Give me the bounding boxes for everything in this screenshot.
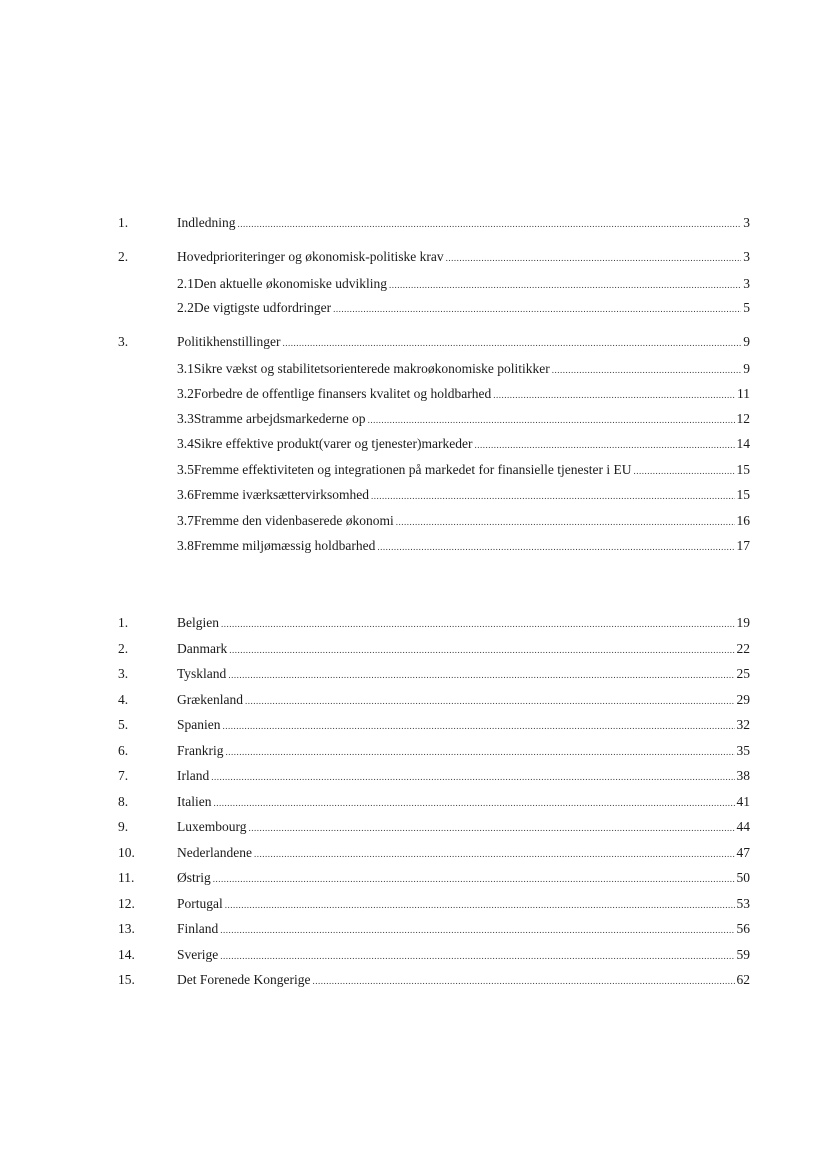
toc-page: 3 (743, 215, 750, 230)
toc-number: 12. (118, 896, 135, 911)
toc-label: Stramme arbejdsmarkederne op (193, 411, 366, 426)
toc-entry[interactable] (0, 333, 826, 351)
toc-number: 11. (118, 870, 135, 885)
dot-leader (368, 411, 735, 429)
toc-page: 47 (736, 845, 750, 860)
toc-page: 35 (736, 743, 750, 758)
dot-leader (312, 972, 734, 990)
dot-leader (475, 436, 735, 454)
toc-entry[interactable] (0, 920, 826, 938)
toc-number: 5. (118, 717, 129, 732)
dot-leader (213, 794, 734, 812)
dot-leader (396, 513, 735, 531)
toc-page: 22 (736, 641, 750, 656)
dot-leader (633, 462, 734, 480)
toc-label: Indledning (177, 215, 236, 230)
toc-label: Forbedre de offentlige finansers kvalitet og holdbarhed (193, 386, 492, 401)
toc-subnumber: 3.8 (177, 538, 194, 553)
toc-subnumber: 3.4 (177, 436, 194, 451)
dot-leader (225, 896, 735, 914)
toc-label: Politikhenstillinger (177, 334, 281, 349)
toc-label: Luxembourg (177, 819, 247, 834)
toc-page: 9 (743, 361, 750, 376)
toc-page: 16 (736, 513, 750, 528)
toc-label: Danmark (177, 641, 228, 656)
dot-leader (245, 692, 735, 710)
toc-subnumber: 2.2 (177, 300, 194, 315)
toc-label: Østrig (177, 870, 211, 885)
toc-page: 3 (743, 276, 750, 291)
toc-page: 12 (736, 411, 750, 426)
toc-label: De vigtigste udfordringer (193, 300, 332, 315)
toc-entry[interactable] (0, 767, 826, 785)
dot-leader (228, 666, 734, 684)
toc-entry[interactable] (0, 691, 826, 709)
toc-page: 44 (736, 819, 750, 834)
toc-entry[interactable] (0, 895, 826, 913)
dot-leader (389, 276, 741, 294)
toc-subentry[interactable] (0, 461, 826, 479)
dot-leader (211, 768, 734, 786)
toc-entry[interactable] (0, 844, 826, 862)
toc-entry[interactable] (0, 793, 826, 811)
dot-leader (283, 334, 742, 352)
toc-subnumber: 3.5 (177, 462, 194, 477)
toc-label: Finland (177, 921, 219, 936)
toc-subentry[interactable] (0, 512, 826, 530)
toc-number: 6. (118, 743, 129, 758)
toc-number: 14. (118, 947, 135, 962)
toc-number: 3. (118, 666, 129, 681)
dot-leader (333, 300, 741, 318)
toc-entry[interactable] (0, 640, 826, 658)
toc-number: 1. (118, 215, 129, 230)
toc-entry[interactable] (0, 971, 826, 989)
toc-label: Spanien (177, 717, 221, 732)
toc-label: Italien (177, 794, 212, 809)
toc-subentry[interactable] (0, 385, 826, 403)
toc-subnumber: 3.7 (177, 513, 194, 528)
toc-number: 2. (118, 641, 129, 656)
toc-entry[interactable] (0, 946, 826, 964)
toc-label: Sikre effektive produkt(varer og tjenester)markeder (193, 436, 473, 451)
toc-page: 29 (736, 692, 750, 707)
toc-entry[interactable] (0, 214, 826, 232)
toc-label: Fremme den videnbaserede økonomi (193, 513, 394, 528)
toc-page: 25 (736, 666, 750, 681)
toc-page: 50 (736, 870, 750, 885)
toc-label: Fremme iværksættervirksomhed (193, 487, 369, 502)
dot-leader (213, 870, 735, 888)
toc-number: 9. (118, 819, 129, 834)
toc-label: Nederlandene (177, 845, 252, 860)
toc-subentry[interactable] (0, 410, 826, 428)
toc-label: Den aktuelle økonomiske udvikling (193, 276, 387, 291)
dot-leader (254, 845, 735, 863)
toc-label: Grækenland (177, 692, 243, 707)
toc-number: 7. (118, 768, 129, 783)
toc-number: 13. (118, 921, 135, 936)
toc-subnumber: 3.2 (177, 386, 194, 401)
toc-number: 8. (118, 794, 129, 809)
dot-leader (249, 819, 735, 837)
toc-entry[interactable] (0, 742, 826, 760)
toc-page: 15 (736, 462, 750, 477)
toc-label: Hovedprioriteringer og økonomisk-politiske krav (177, 249, 444, 264)
dot-leader (220, 921, 734, 939)
dot-leader (371, 487, 735, 505)
toc-entry[interactable] (0, 665, 826, 683)
toc-label: Sverige (177, 947, 219, 962)
toc-page: 19 (736, 615, 750, 630)
toc-subnumber: 3.1 (177, 361, 194, 376)
toc-subentry[interactable] (0, 486, 826, 504)
toc-label: Sikre vækst og stabilitetsorienterede makroøkonomiske politikker (193, 361, 550, 376)
toc-page: 62 (736, 972, 750, 987)
toc-entry[interactable] (0, 614, 826, 632)
toc-label: Belgien (177, 615, 219, 630)
toc-page: 59 (736, 947, 750, 962)
toc-label: Portugal (177, 896, 223, 911)
toc-page: 56 (736, 921, 750, 936)
toc-number: 3. (118, 334, 129, 349)
toc-label: Det Forenede Kongerige (177, 972, 311, 987)
toc-entry[interactable] (0, 716, 826, 734)
toc-page: 14 (736, 436, 750, 451)
toc-page: 41 (736, 794, 750, 809)
toc-subentry[interactable] (0, 537, 826, 555)
toc-subnumber: 2.1 (177, 276, 194, 291)
toc-entry[interactable] (0, 248, 826, 266)
toc-subentry[interactable] (0, 435, 826, 453)
dot-leader (220, 947, 734, 965)
toc-entry[interactable] (0, 869, 826, 887)
toc-number: 2. (118, 249, 129, 264)
toc-subnumber: 3.3 (177, 411, 194, 426)
toc-number: 15. (118, 972, 135, 987)
dot-leader (229, 641, 734, 659)
toc-page: 17 (736, 538, 750, 553)
toc-page: 3 (743, 249, 750, 264)
toc-number: 1. (118, 615, 129, 630)
toc-page: 15 (736, 487, 750, 502)
toc-entry[interactable] (0, 818, 826, 836)
dot-leader (226, 743, 735, 761)
toc-label: Fremme miljømæssig holdbarhed (193, 538, 376, 553)
toc-subentry[interactable] (0, 360, 826, 378)
dot-leader (238, 215, 742, 233)
toc-page: 53 (736, 896, 750, 911)
toc-subentry[interactable] (0, 275, 826, 293)
toc-label: Frankrig (177, 743, 224, 758)
toc-page: 11 (737, 386, 750, 401)
toc-page: 38 (736, 768, 750, 783)
toc-page: 5 (743, 300, 750, 315)
toc-page: 9 (743, 334, 750, 349)
toc-page: 32 (736, 717, 750, 732)
toc-label: Irland (177, 768, 210, 783)
dot-leader (446, 249, 742, 267)
dot-leader (221, 615, 735, 633)
dot-leader (493, 386, 735, 404)
dot-leader (552, 361, 742, 379)
dot-leader (223, 717, 735, 735)
toc-number: 10. (118, 845, 135, 860)
toc-subnumber: 3.6 (177, 487, 194, 502)
toc-label: Tyskland (177, 666, 227, 681)
toc-number: 4. (118, 692, 129, 707)
toc-subentry[interactable] (0, 299, 826, 317)
dot-leader (377, 538, 734, 556)
toc-label: Fremme effektiviteten og integrationen på markedet for finansielle tjenester i EU (193, 462, 632, 477)
